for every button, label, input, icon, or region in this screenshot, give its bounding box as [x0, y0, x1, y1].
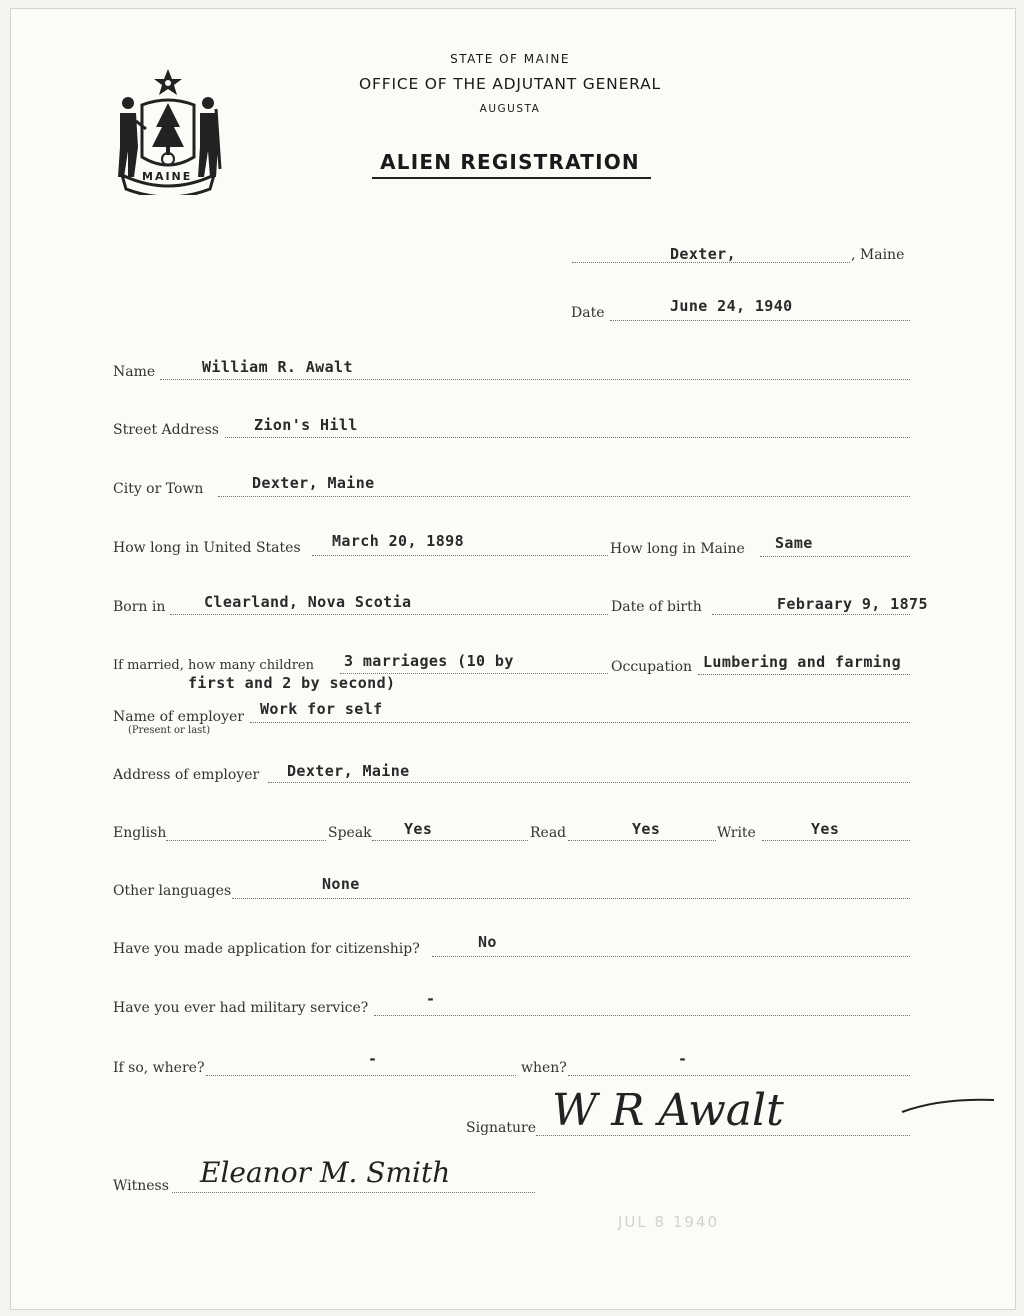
speak-label: Speak [328, 825, 372, 841]
city-value: Dexter, Maine [252, 474, 375, 492]
write-value: Yes [811, 820, 840, 838]
read-value: Yes [632, 820, 661, 838]
name-label: Name [113, 364, 156, 380]
signature-value: W R Awalt [552, 1085, 784, 1136]
form-title: ALIEN REGISTRATION [380, 150, 640, 174]
write-line [762, 840, 910, 841]
military-label: Have you ever had military service? [113, 1000, 369, 1016]
english-line [166, 840, 326, 841]
employer-address-label: Address of employer [113, 767, 260, 783]
signature-label: Signature [466, 1120, 537, 1136]
citizenship-label: Have you made application for citizenship? [113, 941, 420, 957]
when-label: when? [521, 1060, 567, 1076]
born-in-line [170, 614, 608, 615]
children-label: If married, how many children [113, 658, 314, 673]
how-long-us-line [312, 555, 608, 556]
city-label: City or Town [113, 481, 204, 497]
how-long-maine-value: Same [775, 534, 813, 552]
employer-note: (Present or last) [128, 725, 211, 736]
name-line [160, 379, 910, 380]
name-value: William R. Awalt [202, 358, 353, 376]
children-value-line1: 3 marriages (10 by [344, 652, 514, 670]
signature-flourish [900, 1090, 996, 1130]
witness-label: Witness [113, 1178, 169, 1194]
occupation-line [698, 674, 910, 675]
street-label: Street Address [113, 422, 219, 438]
when-value: - [678, 1050, 688, 1068]
header-office: OFFICE OF THE ADJUTANT GENERAL [359, 75, 661, 93]
english-label: English [113, 825, 167, 841]
dob-value: Febraary 9, 1875 [777, 595, 928, 613]
dob-label: Date of birth [611, 599, 702, 615]
military-value: - [426, 990, 436, 1008]
street-value: Zion's Hill [254, 416, 358, 434]
how-long-us-label: How long in United States [113, 540, 301, 556]
seal-banner-text: MAINE [142, 170, 193, 183]
maine-suffix-label: , Maine [851, 247, 905, 263]
occupation-label: Occupation [611, 659, 693, 675]
street-line [225, 437, 910, 438]
title-underline [372, 177, 651, 179]
employer-label: Name of employer [113, 709, 244, 725]
citizenship-value: No [478, 933, 497, 951]
read-line [568, 840, 716, 841]
date-value: June 24, 1940 [670, 297, 793, 315]
other-languages-value: None [322, 875, 360, 893]
where-line [206, 1075, 516, 1076]
children-value-line2: first and 2 by second) [188, 674, 396, 692]
city-line [218, 496, 910, 497]
date-label: Date [571, 305, 605, 321]
employer-value: Work for self [260, 700, 383, 718]
other-languages-label: Other languages [113, 883, 232, 899]
employer-line [250, 722, 910, 723]
header-state: STATE OF MAINE [450, 52, 570, 66]
write-label: Write [717, 825, 756, 841]
read-label: Read [530, 825, 567, 841]
when-line [568, 1075, 910, 1076]
received-stamp: JUL 8 1940 [618, 1213, 720, 1231]
witness-line [172, 1192, 535, 1193]
born-in-label: Born in [113, 599, 166, 615]
speak-line [372, 840, 528, 841]
witness-value: Eleanor M. Smith [200, 1156, 451, 1189]
speak-value: Yes [404, 820, 433, 838]
how-long-us-value: March 20, 1898 [332, 532, 465, 550]
citizenship-line [432, 956, 910, 957]
where-label: If so, where? [113, 1060, 205, 1076]
born-in-value: Clearland, Nova Scotia [204, 593, 412, 611]
how-long-maine-label: How long in Maine [610, 541, 745, 557]
town-value: Dexter, [670, 245, 737, 263]
how-long-maine-line [760, 556, 910, 557]
employer-address-line [268, 782, 910, 783]
date-line [610, 320, 910, 321]
where-value: - [368, 1050, 378, 1068]
military-line [374, 1015, 910, 1016]
occupation-value: Lumbering and farming [703, 653, 902, 671]
header-city: AUGUSTA [479, 103, 541, 115]
dob-line [712, 614, 910, 615]
employer-address-value: Dexter, Maine [287, 762, 410, 780]
other-languages-line [232, 898, 910, 899]
